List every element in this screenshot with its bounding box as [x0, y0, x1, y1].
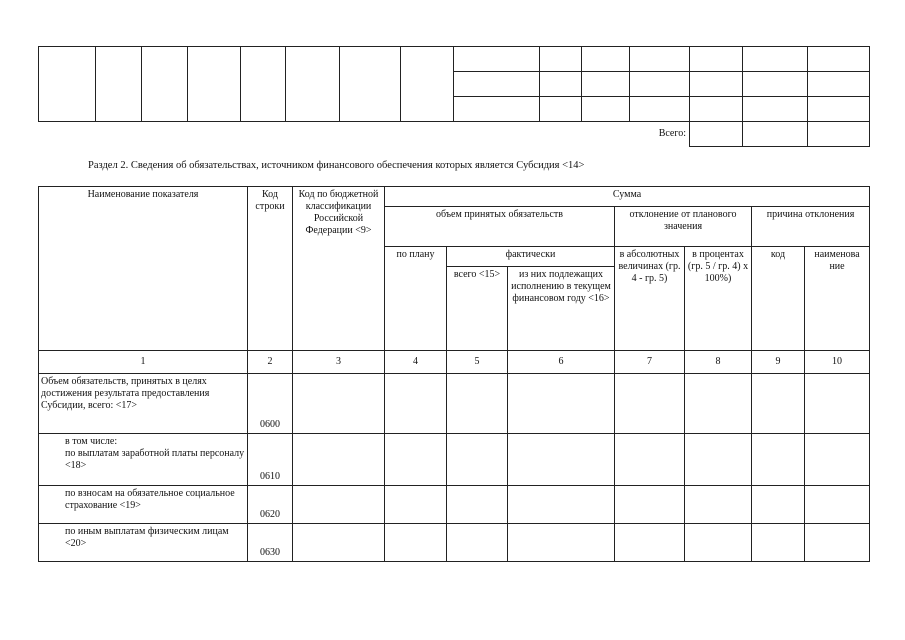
header-plan: по плану	[385, 247, 447, 351]
header-subject: из них подлежащих исполнению в текущем финансовом году <16>	[508, 267, 615, 351]
col-number: 8	[685, 351, 752, 374]
header-code: Код строки	[248, 187, 293, 351]
total-label: Всего:	[658, 128, 686, 140]
header-volume: объем принятых обязательств	[385, 207, 615, 247]
header-abs: в абсолютных величинах (гр. 4 - гр. 5)	[615, 247, 685, 351]
row-code: 0620	[248, 486, 293, 524]
col-number: 7	[615, 351, 685, 374]
header-kod: код	[752, 247, 805, 351]
col-number: 1	[39, 351, 248, 374]
header-sum: Сумма	[385, 187, 870, 207]
col-number: 5	[447, 351, 508, 374]
col-number: 3	[293, 351, 385, 374]
table-row	[39, 486, 870, 524]
obligations-table	[38, 186, 870, 562]
row-code: 0630	[248, 524, 293, 562]
header-naim: наименова ние	[805, 247, 870, 351]
header-bcode: Код по бюджетной классификации Российской Федерации <9>	[293, 187, 385, 351]
header-reason: причина отклонения	[752, 207, 870, 247]
col-number: 10	[805, 351, 870, 374]
header-pct: в процентах (гр. 5 / гр. 4) x 100%)	[685, 247, 752, 351]
row-name: в том числе: по выплатам заработной платы персоналу <18>	[39, 434, 248, 486]
row-name: по взносам на обязательное социальное страхование <19>	[39, 486, 248, 524]
row-name: по иным выплатам физическим лицам <20>	[39, 524, 248, 562]
col-number: 9	[752, 351, 805, 374]
table-row	[39, 434, 870, 486]
header-total: всего <15>	[447, 267, 508, 351]
col-number: 4	[385, 351, 447, 374]
row-code: 0610	[248, 434, 293, 486]
header-fact: фактически	[447, 247, 615, 267]
top-partial-table	[38, 46, 870, 147]
col-number: 6	[508, 351, 615, 374]
table-row	[39, 374, 870, 434]
table-row	[39, 524, 870, 562]
row-name: Объем обязательств, принятых в целях достижения результата предоставления Субсидии, всего: <17>	[39, 374, 248, 434]
header-name: Наименование показателя	[39, 187, 248, 351]
section-title: Раздел 2. Сведения об обязательствах, источником финансового обеспечения которых является Субсидия <14>	[88, 160, 585, 171]
col-number: 2	[248, 351, 293, 374]
row-code: 0600	[248, 374, 293, 434]
header-deviation: отклонение от планового значения	[615, 207, 752, 247]
